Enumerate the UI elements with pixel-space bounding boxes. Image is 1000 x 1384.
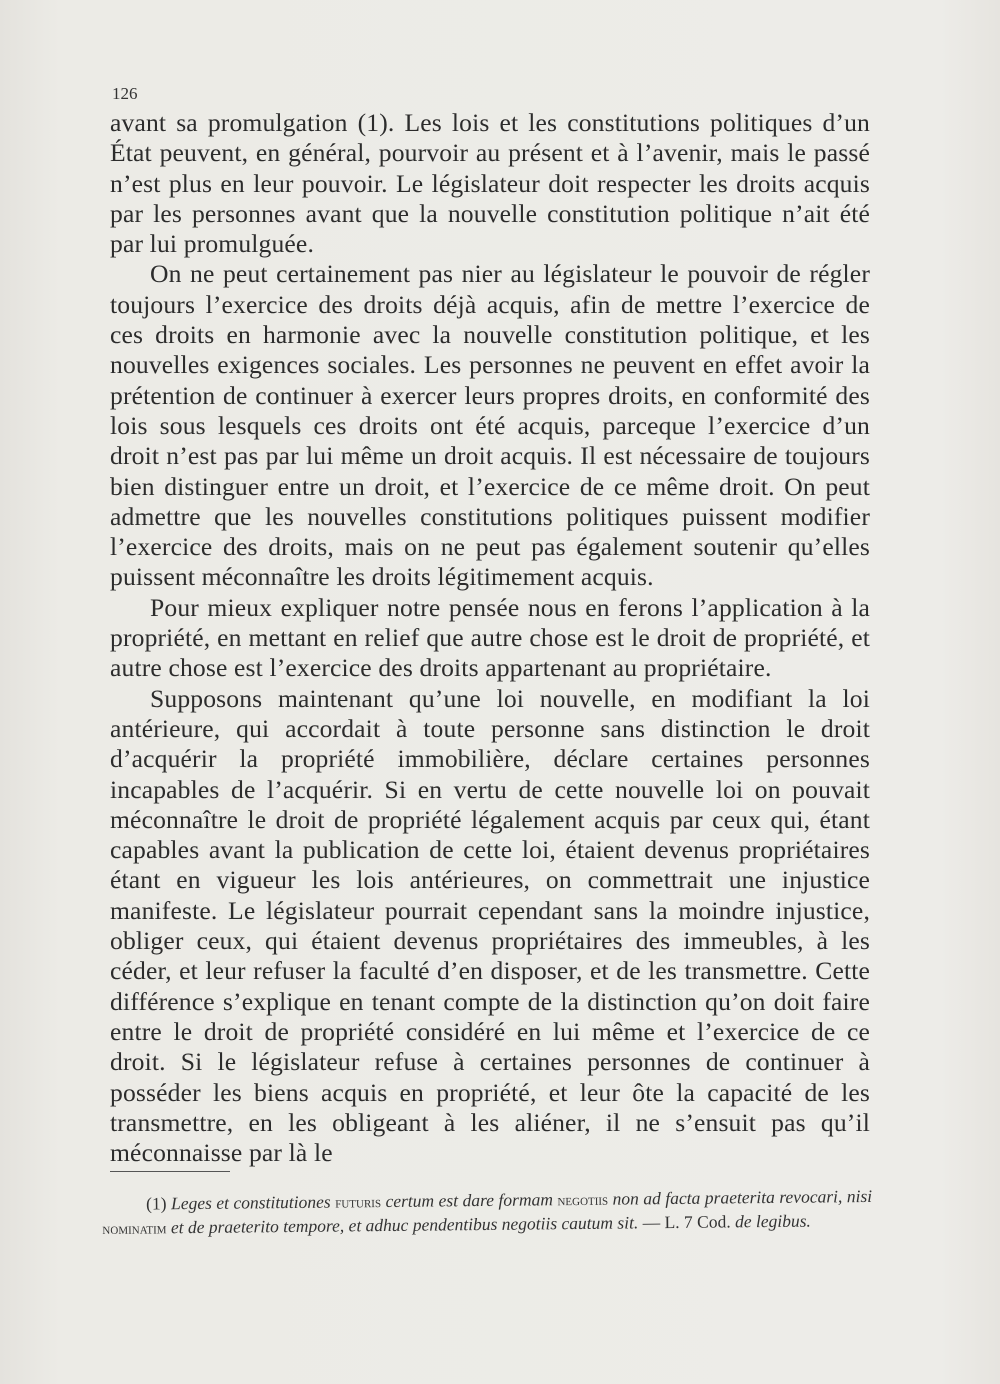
footnote-text-2: futuris xyxy=(335,1195,382,1212)
footnote-marker: (1) xyxy=(146,1193,167,1214)
footnote xyxy=(102,1185,872,1241)
footnote-text-3: certum est dare formam xyxy=(385,1189,554,1212)
paragraph-4: Supposons maintenant qu’une loi nouvelle, en modifiant la loi antérieure, qui accordait à toute personne sans distinction le droit d’acquérir la propriété immobilière, déclare certaines personnes incapables de l’acquérir. Si en vertu de cette nouvelle loi on pouvait méconnaître le droit de propriété légalement acquis par ceux qui, étant capables avant la publication de cette loi, étaient devenus propriétaires étant en vigueur les lois antérieures, on commettrait une injustice manifeste. Le législateur pourrait cependant sans la moindre injustice, obliger ceux, qui étaient devenus propriétaires des immeubles, à les céder, et leur refuser la faculté d’en disposer, et de les transmettre. Cette différence s’explique en tenant compte de la distinction qu’on doit faire entre le droit de propriété considéré en lui même et l’exercice de ce droit. Si le législateur refuse à certaines personnes de continuer à posséder les biens acquis en propriété, et leur ôte la capacité de les transmettre, en les obligeant à les aliéner, il ne s’ensuit pas qu’il méconnaisse par là le xyxy=(110,683,870,1168)
main-text xyxy=(110,108,870,1168)
footnote-text-1: Leges et constitutiones xyxy=(170,1191,331,1214)
footnote-text-7: et de praeterito tempore, et adhuc pendentibus negotiis cautum sit. xyxy=(170,1212,639,1238)
footnote-text-8: — L. 7 Cod. xyxy=(642,1211,731,1233)
footnote-text-6: nominatim xyxy=(102,1221,167,1238)
paragraph-2: On ne peut certainement pas nier au législateur le pouvoir de régler toujours l’exercice des droits déjà acquis, afin de mettre l’exercice de ces droits en harmonie avec la nouvelle constitution politique, et les nouvelles exigences sociales. Les personnes ne peuvent en effet avoir la prétention de continuer à exercer leurs propres droits, en conformité des lois sous lesquels ces droits ont été acquis, parceque l’exercice d’un droit n’est pas par lui même un droit acquis. Il est nécessaire de toujours bien distinguer entre un droit, et l’exercice de ce même droit. On peut admettre que les nouvelles constitutions politiques puissent modifier l’exercice des droits, mais on ne peut pas également soutenir qu’elles puissent méconnaître les droits légitimement acquis. xyxy=(110,259,870,592)
paragraph-1: avant sa promulgation (1). Les lois et les constitutions politiques d’un État peuvent, en général, pourvoir au présent et à l’avenir, mais le passé n’est plus en leur pouvoir. Le législateur doit respecter les droits acquis par les personnes avant que la nouvelle constitution politique n’ait été par lui promulguée. xyxy=(110,108,870,259)
page-number: 126 xyxy=(112,84,138,103)
footnote-text-4: negotiis xyxy=(557,1192,609,1210)
footnote-text-9: de legibus. xyxy=(734,1210,811,1232)
footnote-divider xyxy=(110,1171,230,1172)
footnote-text-5: non ad facta praeterita revocari, nisi xyxy=(612,1185,873,1209)
paragraph-3: Pour mieux expliquer notre pensée nous en ferons l’application à la propriété, en mettant en relief que autre chose est le droit de propriété, et autre chose est l’exercice des droits appartenant au propriétaire. xyxy=(110,592,870,683)
